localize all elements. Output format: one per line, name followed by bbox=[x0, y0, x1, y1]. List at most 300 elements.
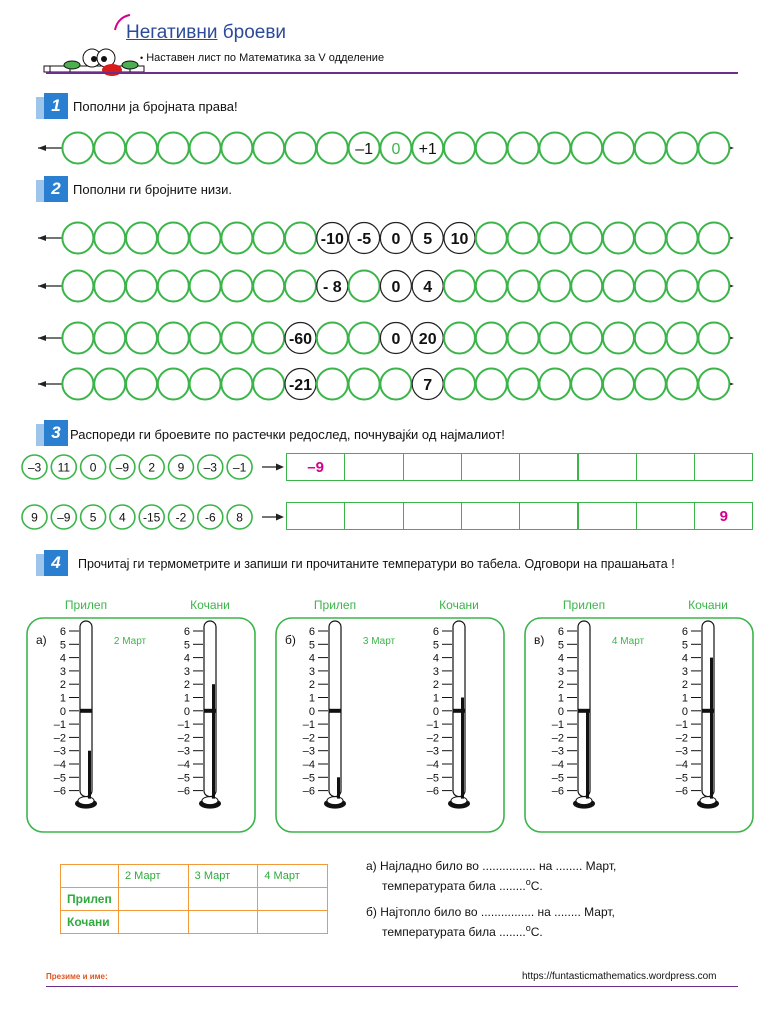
circle-label: - 8 bbox=[322, 279, 342, 296]
number-circle[interactable] bbox=[571, 133, 602, 164]
scale-label: –3 bbox=[426, 745, 439, 758]
cell-prilep-2[interactable] bbox=[119, 888, 189, 911]
oval-number: 2 bbox=[148, 460, 156, 475]
thermometer-group bbox=[26, 594, 256, 834]
number-circle[interactable] bbox=[253, 223, 284, 254]
task-3-number: 3 bbox=[51, 423, 61, 442]
scale-label: –5 bbox=[426, 772, 439, 785]
arrow-right-icon bbox=[276, 514, 284, 521]
scale-label: 1 bbox=[681, 692, 688, 705]
number-circle[interactable] bbox=[285, 271, 316, 302]
sort-ovals-1 bbox=[0, 452, 290, 482]
number-circle[interactable] bbox=[253, 271, 284, 302]
scale-label: –3 bbox=[551, 745, 564, 758]
scale-label: 2 bbox=[432, 679, 439, 692]
circle-label: 0 bbox=[391, 231, 401, 248]
number-circle[interactable] bbox=[667, 369, 698, 400]
circle-label: 0 bbox=[391, 141, 401, 158]
question-b-line1: б) Најтопло било во ................ на ........ Март, bbox=[366, 905, 615, 919]
cell-prilep-3[interactable] bbox=[188, 888, 258, 911]
number-circle[interactable] bbox=[221, 133, 252, 164]
scale-label: 6 bbox=[308, 626, 315, 638]
number-circle[interactable] bbox=[221, 271, 252, 302]
number-circle[interactable] bbox=[539, 323, 570, 354]
task-4-text: Прочитај ги термометрите и запиши ги прочитаните температури во табела. Одговори на прашањата ! bbox=[78, 557, 675, 571]
circle-label: +1 bbox=[418, 141, 437, 158]
number-circle[interactable] bbox=[698, 133, 729, 164]
scale-label: 0 bbox=[59, 705, 66, 718]
scale-label: 4 bbox=[681, 652, 688, 665]
number-circle[interactable] bbox=[380, 369, 411, 400]
scale-label: –5 bbox=[551, 772, 564, 785]
scale-label: 6 bbox=[183, 626, 190, 638]
scale-label: –2 bbox=[675, 732, 688, 745]
number-circle[interactable] bbox=[667, 323, 698, 354]
scale-label: 3 bbox=[681, 665, 688, 678]
number-circle[interactable] bbox=[317, 369, 348, 400]
mercury-column bbox=[710, 658, 713, 799]
oval-number: -2 bbox=[175, 510, 187, 525]
scale-label: 5 bbox=[681, 639, 688, 652]
degree-sign-a: о bbox=[525, 877, 531, 887]
scale-label: 0 bbox=[432, 705, 439, 718]
scale-label: 4 bbox=[432, 652, 439, 665]
answer-box[interactable] bbox=[403, 453, 462, 481]
scale-label: –4 bbox=[675, 759, 688, 771]
number-circle[interactable] bbox=[285, 133, 316, 164]
answer-box[interactable] bbox=[578, 453, 637, 481]
number-circle[interactable] bbox=[253, 369, 284, 400]
number-circle[interactable] bbox=[62, 223, 93, 254]
number-circle[interactable] bbox=[94, 323, 125, 354]
scale-label: –6 bbox=[551, 785, 564, 798]
number-circle[interactable] bbox=[603, 133, 634, 164]
arrow-left-icon bbox=[38, 381, 46, 387]
number-circle[interactable] bbox=[539, 223, 570, 254]
scale-label: –3 bbox=[177, 745, 190, 758]
thermometer-bulb-rim bbox=[78, 797, 94, 805]
oval-number: –9 bbox=[115, 460, 130, 475]
unit-a: С. bbox=[530, 879, 543, 893]
group-label: а) bbox=[36, 633, 47, 647]
group-label: в) bbox=[534, 633, 545, 647]
scale-label: –3 bbox=[302, 745, 315, 758]
number-circle[interactable] bbox=[603, 323, 634, 354]
oval-number: -6 bbox=[204, 510, 216, 525]
number-circle[interactable] bbox=[158, 223, 189, 254]
number-circle[interactable] bbox=[508, 133, 539, 164]
mercury-column bbox=[337, 777, 340, 798]
date-label: 4 Март bbox=[611, 636, 645, 647]
number-circle[interactable] bbox=[571, 271, 602, 302]
scale-label: 5 bbox=[59, 639, 66, 652]
table-corner bbox=[61, 865, 119, 888]
number-circle[interactable] bbox=[126, 271, 157, 302]
scale-label: –5 bbox=[675, 772, 688, 785]
number-circle[interactable] bbox=[635, 369, 666, 400]
scale-label: –2 bbox=[551, 732, 564, 745]
thermometer-group bbox=[275, 594, 505, 834]
scale-label: –4 bbox=[302, 759, 315, 771]
number-circle[interactable] bbox=[190, 323, 221, 354]
cell-kochani-3[interactable] bbox=[188, 911, 258, 934]
number-circle[interactable] bbox=[508, 369, 539, 400]
circle-label: 7 bbox=[423, 377, 433, 394]
scale-label: –2 bbox=[53, 732, 66, 745]
scale-label: 6 bbox=[557, 626, 564, 638]
arrow-right-icon bbox=[276, 464, 284, 471]
number-line-4 bbox=[0, 320, 768, 356]
scale-label: –6 bbox=[675, 785, 688, 798]
scale-label: 4 bbox=[557, 652, 564, 665]
number-circle[interactable] bbox=[221, 369, 252, 400]
number-circle[interactable] bbox=[698, 223, 729, 254]
number-circle[interactable] bbox=[190, 369, 221, 400]
answer-box[interactable] bbox=[403, 502, 462, 530]
circle-label: –1 bbox=[355, 141, 373, 158]
task-3-text: Распореди ги броевите по растечки редослед, почнувајќи од најмалиот! bbox=[70, 427, 505, 442]
scale-label: 3 bbox=[308, 665, 315, 678]
number-circle[interactable] bbox=[253, 323, 284, 354]
number-circle[interactable] bbox=[126, 133, 157, 164]
date-label: 3 Март bbox=[362, 636, 396, 647]
circle-label: 10 bbox=[450, 231, 469, 248]
scale-label: –4 bbox=[177, 759, 190, 771]
oval-number: 8 bbox=[236, 510, 243, 525]
date-label: 2 Март bbox=[113, 636, 147, 647]
number-line-5 bbox=[0, 366, 768, 402]
answer-box[interactable] bbox=[519, 502, 578, 530]
number-circle[interactable] bbox=[476, 133, 507, 164]
scale-label: 3 bbox=[183, 665, 190, 678]
number-circle[interactable] bbox=[539, 369, 570, 400]
number-line-1 bbox=[0, 130, 768, 166]
scale-label: –2 bbox=[426, 732, 439, 745]
scale-label: –1 bbox=[551, 719, 564, 732]
number-circle[interactable] bbox=[635, 133, 666, 164]
oval-number: –9 bbox=[57, 510, 71, 525]
scale-label: 1 bbox=[59, 692, 66, 705]
arrow-left-icon bbox=[38, 283, 46, 289]
task-1-badge bbox=[44, 93, 68, 119]
question-a-line1: а) Најладно било во ................ на ........ Март, bbox=[366, 859, 617, 873]
circle-label: 4 bbox=[423, 279, 433, 296]
number-circle[interactable] bbox=[603, 369, 634, 400]
group-label: б) bbox=[285, 633, 296, 647]
oval-number: 5 bbox=[89, 510, 97, 525]
table-col-3: 4 Март bbox=[258, 865, 328, 888]
number-circle[interactable] bbox=[698, 369, 729, 400]
answer-box[interactable] bbox=[461, 453, 520, 481]
cell-kochani-2[interactable] bbox=[119, 911, 189, 934]
number-circle[interactable] bbox=[508, 223, 539, 254]
zero-mark bbox=[329, 709, 341, 713]
number-circle[interactable] bbox=[317, 323, 348, 354]
scale-label: 1 bbox=[432, 692, 439, 705]
thermometer-bulb-rim bbox=[202, 797, 218, 805]
oval-number: 9 bbox=[177, 460, 185, 475]
number-circle[interactable] bbox=[444, 133, 475, 164]
number-circle[interactable] bbox=[285, 223, 316, 254]
number-circle[interactable] bbox=[476, 223, 507, 254]
city-label: Прилеп bbox=[313, 598, 357, 612]
number-circle[interactable] bbox=[508, 271, 539, 302]
scale-label: –6 bbox=[177, 785, 190, 798]
scale-label: 6 bbox=[59, 626, 66, 638]
number-circle[interactable] bbox=[444, 323, 475, 354]
degree-sign-b: о bbox=[525, 923, 531, 933]
scale-label: –3 bbox=[675, 745, 688, 758]
scale-label: –4 bbox=[426, 759, 439, 771]
footer-divider bbox=[46, 986, 738, 987]
number-circle[interactable] bbox=[62, 323, 93, 354]
number-circle[interactable] bbox=[62, 369, 93, 400]
number-circle[interactable] bbox=[698, 323, 729, 354]
scale-label: 5 bbox=[557, 639, 564, 652]
number-circle[interactable] bbox=[444, 271, 475, 302]
table-col-2: 3 Март bbox=[188, 865, 258, 888]
cell-kochani-4[interactable] bbox=[258, 911, 328, 934]
answer-box[interactable] bbox=[636, 502, 695, 530]
answer-box[interactable] bbox=[694, 453, 753, 481]
number-circle[interactable] bbox=[62, 271, 93, 302]
answer-box: –9 bbox=[286, 453, 345, 481]
number-circle[interactable] bbox=[667, 271, 698, 302]
number-circle[interactable] bbox=[571, 323, 602, 354]
number-circle[interactable] bbox=[62, 133, 93, 164]
thermometer-bulb-rim bbox=[451, 797, 467, 805]
scale-label: –1 bbox=[426, 719, 439, 732]
number-circle[interactable] bbox=[698, 271, 729, 302]
city-label: Кочани bbox=[439, 598, 479, 612]
scale-label: 6 bbox=[432, 626, 439, 638]
answer-box[interactable] bbox=[519, 453, 578, 481]
footer-name-label: Презиме и име: bbox=[46, 972, 108, 981]
scale-label: 2 bbox=[183, 679, 190, 692]
number-circle[interactable] bbox=[539, 133, 570, 164]
number-circle[interactable] bbox=[94, 271, 125, 302]
mercury-column bbox=[88, 751, 91, 799]
number-circle[interactable] bbox=[158, 133, 189, 164]
thermometer-bulb-rim bbox=[327, 797, 343, 805]
answer-box[interactable] bbox=[344, 502, 403, 530]
task-2-badge bbox=[44, 176, 68, 202]
task-4-number: 4 bbox=[51, 553, 61, 572]
question-a-line2 bbox=[366, 874, 616, 894]
mercury-column bbox=[586, 711, 589, 799]
scale-label: 0 bbox=[183, 705, 190, 718]
scale-label: 3 bbox=[557, 665, 564, 678]
scale-label: –5 bbox=[53, 772, 66, 785]
number-circle[interactable] bbox=[190, 271, 221, 302]
number-circle[interactable] bbox=[221, 223, 252, 254]
number-circle[interactable] bbox=[126, 323, 157, 354]
scale-label: –1 bbox=[53, 719, 66, 732]
task-4-badge bbox=[44, 550, 68, 576]
scale-label: 6 bbox=[681, 626, 688, 638]
sort-ovals-2 bbox=[0, 502, 290, 532]
number-circle[interactable] bbox=[539, 271, 570, 302]
mercury-column bbox=[212, 684, 215, 798]
number-circle[interactable] bbox=[221, 323, 252, 354]
number-circle[interactable] bbox=[317, 133, 348, 164]
circle-label: 20 bbox=[418, 331, 437, 348]
circle-label: -10 bbox=[320, 231, 344, 248]
arrow-left-icon bbox=[38, 145, 46, 151]
answer-box: 9 bbox=[694, 502, 753, 530]
oval-number: -15 bbox=[143, 510, 161, 525]
thermometer-group bbox=[524, 594, 754, 834]
city-label: Прилеп bbox=[64, 598, 108, 612]
number-circle[interactable] bbox=[349, 271, 380, 302]
scale-label: 0 bbox=[681, 705, 688, 718]
task-2-text: Пополни ги бројните низи. bbox=[73, 182, 232, 197]
scale-label: 2 bbox=[59, 679, 66, 692]
scale-label: 4 bbox=[308, 652, 315, 665]
scale-label: 3 bbox=[59, 665, 66, 678]
cell-prilep-4[interactable] bbox=[258, 888, 328, 911]
oval-number: 0 bbox=[89, 460, 97, 475]
number-circle[interactable] bbox=[126, 369, 157, 400]
number-circle[interactable] bbox=[158, 369, 189, 400]
scale-label: –6 bbox=[53, 785, 66, 798]
oval-number: –1 bbox=[232, 460, 247, 475]
scale-label: 1 bbox=[308, 692, 315, 705]
circle-label: -21 bbox=[288, 377, 313, 394]
circle-label: 0 bbox=[391, 279, 401, 296]
arrow-left-icon bbox=[38, 335, 46, 341]
number-line-2 bbox=[0, 220, 768, 256]
number-circle[interactable] bbox=[253, 133, 284, 164]
question-b-line2 bbox=[366, 920, 615, 940]
number-circle[interactable] bbox=[476, 369, 507, 400]
scale-label: –5 bbox=[302, 772, 315, 785]
scale-label: 4 bbox=[183, 652, 190, 665]
number-circle[interactable] bbox=[158, 271, 189, 302]
footer-url[interactable]: https://funtasticmathematics.wordpress.com bbox=[522, 971, 717, 982]
table-row-2-label: Кочани bbox=[61, 911, 119, 934]
subtitle bbox=[140, 52, 384, 64]
unit-b: С. bbox=[530, 925, 543, 939]
scale-label: 3 bbox=[432, 665, 439, 678]
number-circle[interactable] bbox=[158, 323, 189, 354]
number-circle[interactable] bbox=[667, 223, 698, 254]
scale-label: –1 bbox=[675, 719, 688, 732]
number-circle[interactable] bbox=[94, 369, 125, 400]
oval-number: 11 bbox=[57, 460, 71, 475]
scale-label: –6 bbox=[302, 785, 315, 798]
scale-label: –4 bbox=[551, 759, 564, 771]
scale-label: –4 bbox=[53, 759, 66, 771]
scale-label: 2 bbox=[557, 679, 564, 692]
answer-box[interactable] bbox=[344, 453, 403, 481]
number-circle[interactable] bbox=[635, 271, 666, 302]
city-label: Кочани bbox=[190, 598, 230, 612]
title-word-2: броеви bbox=[222, 22, 287, 43]
scale-label: 5 bbox=[183, 639, 190, 652]
scale-label: –2 bbox=[177, 732, 190, 745]
temperature-table bbox=[60, 864, 328, 934]
number-circle[interactable] bbox=[571, 223, 602, 254]
question-a bbox=[366, 858, 616, 894]
header-divider bbox=[46, 72, 738, 74]
task-2-number: 2 bbox=[51, 179, 61, 198]
scale-label: 0 bbox=[557, 705, 564, 718]
page-title bbox=[126, 22, 286, 44]
scale-label: –5 bbox=[177, 772, 190, 785]
number-circle[interactable] bbox=[603, 223, 634, 254]
number-circle[interactable] bbox=[635, 223, 666, 254]
number-circle[interactable] bbox=[126, 223, 157, 254]
arrow-left-icon bbox=[38, 235, 46, 241]
oval-number: –3 bbox=[203, 460, 217, 475]
task-3-badge bbox=[44, 420, 68, 446]
bullet-icon: • bbox=[140, 53, 144, 63]
number-circle[interactable] bbox=[94, 133, 125, 164]
number-circle[interactable] bbox=[571, 369, 602, 400]
scale-label: 1 bbox=[183, 692, 190, 705]
answer-box[interactable] bbox=[578, 502, 637, 530]
question-b bbox=[366, 904, 615, 940]
thermometer-tube bbox=[329, 621, 341, 797]
subtitle-text: Наставен лист по Математика за V одделение bbox=[146, 52, 385, 64]
circle-label: 5 bbox=[423, 231, 433, 248]
number-circle[interactable] bbox=[667, 133, 698, 164]
zero-mark bbox=[80, 709, 92, 713]
answer-box[interactable] bbox=[461, 502, 520, 530]
number-circle[interactable] bbox=[349, 369, 380, 400]
number-line-3 bbox=[0, 268, 768, 304]
number-circle[interactable] bbox=[94, 223, 125, 254]
answer-box[interactable] bbox=[286, 502, 345, 530]
number-circle[interactable] bbox=[476, 323, 507, 354]
number-circle[interactable] bbox=[635, 323, 666, 354]
scale-label: 4 bbox=[59, 652, 66, 665]
number-circle[interactable] bbox=[508, 323, 539, 354]
table-row-1-label: Прилеп bbox=[61, 888, 119, 911]
answer-box[interactable] bbox=[636, 453, 695, 481]
number-circle[interactable] bbox=[190, 133, 221, 164]
circle-label: -60 bbox=[288, 331, 313, 348]
scale-label: 5 bbox=[308, 639, 315, 652]
number-circle[interactable] bbox=[476, 271, 507, 302]
number-circle[interactable] bbox=[603, 271, 634, 302]
scale-label: 0 bbox=[308, 705, 315, 718]
oval-number: –3 bbox=[27, 460, 42, 475]
circle-label: -5 bbox=[356, 231, 372, 248]
number-circle[interactable] bbox=[349, 323, 380, 354]
scale-label: –6 bbox=[426, 785, 439, 798]
city-label: Кочани bbox=[688, 598, 728, 612]
scale-label: 2 bbox=[308, 679, 315, 692]
scale-label: –1 bbox=[302, 719, 315, 732]
number-circle[interactable] bbox=[444, 369, 475, 400]
question-b-text2: температурата била ........ bbox=[382, 925, 526, 939]
number-circle[interactable] bbox=[190, 223, 221, 254]
scale-label: –3 bbox=[53, 745, 66, 758]
question-a-text2: температурата била ........ bbox=[382, 879, 526, 893]
header bbox=[0, 0, 768, 80]
thermometer-bulb-rim bbox=[700, 797, 716, 805]
scale-label: –2 bbox=[302, 732, 315, 745]
task-1-text: Пополни ја бројната права! bbox=[73, 99, 238, 114]
circle-label: 0 bbox=[391, 331, 401, 348]
scale-label: –1 bbox=[177, 719, 190, 732]
table-col-1: 2 Март bbox=[119, 865, 189, 888]
city-label: Прилеп bbox=[562, 598, 606, 612]
scale-label: 2 bbox=[681, 679, 688, 692]
thermometer-bulb-rim bbox=[576, 797, 592, 805]
